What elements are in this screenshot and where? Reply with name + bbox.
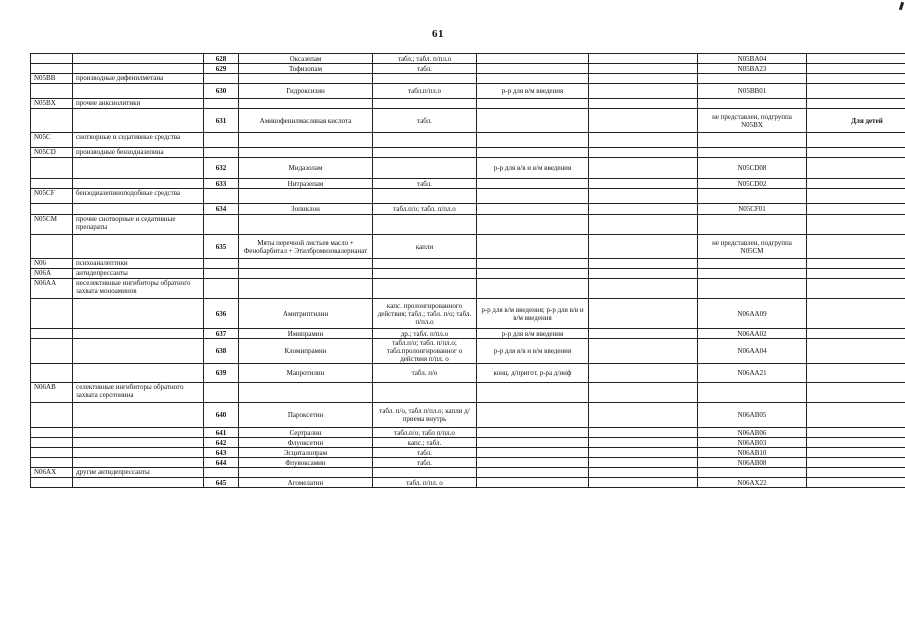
row-number — [204, 74, 239, 84]
row-note — [807, 329, 905, 339]
row-name: Нитразепам — [239, 179, 373, 189]
row-group: снотворные и седативные средства — [73, 133, 204, 148]
row-atc-code: не представлен, подгруппа N05CM — [698, 235, 807, 259]
row-code — [31, 458, 73, 468]
row-extra — [589, 468, 698, 478]
row-group — [73, 339, 204, 364]
row-form-injection — [477, 458, 589, 468]
row-atc-code: N05BA04 — [698, 54, 807, 64]
row-code: N05CF — [31, 189, 73, 204]
row-name: Агомелатин — [239, 478, 373, 488]
row-name: Оксазепам — [239, 54, 373, 64]
row-name: Аминофенилмасляная кислота — [239, 109, 373, 133]
row-form — [373, 468, 477, 478]
row-form-injection — [477, 383, 589, 403]
row-number: 635 — [204, 235, 239, 259]
row-atc-code — [698, 269, 807, 279]
row-note — [807, 158, 905, 179]
group-header-row — [31, 269, 905, 279]
row-group: антидепрессанты — [73, 269, 204, 279]
row-name — [239, 99, 373, 109]
row-code: N06 — [31, 259, 73, 269]
row-group: прочие анксиолитики — [73, 99, 204, 109]
row-name — [239, 259, 373, 269]
row-form: табл. — [373, 458, 477, 468]
row-code — [31, 329, 73, 339]
row-atc-code: N06AB03 — [698, 438, 807, 448]
row-group: психоаналептики — [73, 259, 204, 269]
row-number: 634 — [204, 204, 239, 215]
row-note — [807, 204, 905, 215]
row-form-injection — [477, 74, 589, 84]
row-extra — [589, 383, 698, 403]
row-note — [807, 403, 905, 428]
row-note — [807, 364, 905, 383]
row-number: 645 — [204, 478, 239, 488]
row-name — [239, 133, 373, 148]
row-number: 629 — [204, 64, 239, 74]
drug-table-body — [31, 54, 905, 488]
row-form — [373, 99, 477, 109]
row-atc-code — [698, 189, 807, 204]
row-form: табл. п/о — [373, 364, 477, 383]
row-atc-code: N06AB08 — [698, 458, 807, 468]
row-name — [239, 468, 373, 478]
row-code — [31, 478, 73, 488]
group-header-row — [31, 189, 905, 204]
row-form: табл. п/о, табл п/пл.о; капли д/приема внутрь — [373, 403, 477, 428]
row-atc-code: N05BB01 — [698, 84, 807, 99]
row-group — [73, 438, 204, 448]
row-extra — [589, 438, 698, 448]
row-group: другие антидепрессанты — [73, 468, 204, 478]
row-form-injection — [477, 279, 589, 299]
row-code: N06AB — [31, 383, 73, 403]
row-code — [31, 448, 73, 458]
row-form-injection — [477, 148, 589, 158]
row-name — [239, 148, 373, 158]
table-row — [31, 299, 905, 329]
row-atc-code: N06AA21 — [698, 364, 807, 383]
row-code — [31, 179, 73, 189]
row-atc-code — [698, 215, 807, 235]
row-atc-code: N06AB06 — [698, 428, 807, 438]
row-code — [31, 235, 73, 259]
row-extra — [589, 158, 698, 179]
row-atc-code — [698, 148, 807, 158]
row-form-injection — [477, 428, 589, 438]
row-form: табл.п/о; табл. п/пл.о; табл.пролонгированног о действия п/пл. о — [373, 339, 477, 364]
table-row — [31, 438, 905, 448]
row-atc-code: N05CF01 — [698, 204, 807, 215]
row-note — [807, 383, 905, 403]
row-name — [239, 279, 373, 299]
table-row — [31, 158, 905, 179]
row-name: Мидазолам — [239, 158, 373, 179]
row-name — [239, 215, 373, 235]
row-group — [73, 428, 204, 438]
row-number: 642 — [204, 438, 239, 448]
row-atc-code — [698, 468, 807, 478]
row-note — [807, 339, 905, 364]
group-header-row — [31, 468, 905, 478]
row-extra — [589, 279, 698, 299]
row-number — [204, 148, 239, 158]
group-header-row — [31, 383, 905, 403]
row-form-injection — [477, 215, 589, 235]
row-name — [239, 269, 373, 279]
row-group — [73, 84, 204, 99]
table-row — [31, 448, 905, 458]
row-form-injection: р-р для в/в и в/м введения — [477, 158, 589, 179]
row-extra — [589, 84, 698, 99]
row-code — [31, 84, 73, 99]
row-form: капли — [373, 235, 477, 259]
row-form-injection — [477, 133, 589, 148]
row-code — [31, 428, 73, 438]
row-extra — [589, 99, 698, 109]
row-form: др.; табл. п/пл.о — [373, 329, 477, 339]
row-extra — [589, 339, 698, 364]
group-header-row — [31, 133, 905, 148]
row-name — [239, 383, 373, 403]
row-form-injection — [477, 448, 589, 458]
row-extra — [589, 133, 698, 148]
group-header-row — [31, 74, 905, 84]
row-number — [204, 215, 239, 235]
row-note — [807, 279, 905, 299]
row-extra — [589, 189, 698, 204]
row-form — [373, 259, 477, 269]
row-code: N06AX — [31, 468, 73, 478]
row-extra — [589, 179, 698, 189]
table-row — [31, 428, 905, 438]
row-note — [807, 54, 905, 64]
row-extra — [589, 215, 698, 235]
row-note — [807, 468, 905, 478]
row-group — [73, 478, 204, 488]
row-form-injection: р-р для в/м введения — [477, 329, 589, 339]
table-row — [31, 235, 905, 259]
row-form: табл. — [373, 179, 477, 189]
row-group — [73, 299, 204, 329]
row-number: 641 — [204, 428, 239, 438]
row-form: табл.п/пл.о — [373, 84, 477, 99]
row-code: N05CM — [31, 215, 73, 235]
row-note — [807, 269, 905, 279]
drug-table — [30, 53, 905, 488]
row-form-injection — [477, 54, 589, 64]
row-form — [373, 133, 477, 148]
table-row — [31, 204, 905, 215]
row-atc-code — [698, 133, 807, 148]
table-row — [31, 403, 905, 428]
row-group — [73, 204, 204, 215]
row-extra — [589, 109, 698, 133]
row-note — [807, 64, 905, 74]
row-name: Пароксетин — [239, 403, 373, 428]
table-row — [31, 179, 905, 189]
row-note — [807, 189, 905, 204]
row-code — [31, 403, 73, 428]
row-note — [807, 458, 905, 468]
table-row — [31, 329, 905, 339]
row-atc-code: не представлен, подгруппа N05BX — [698, 109, 807, 133]
row-note — [807, 84, 905, 99]
row-form-injection — [477, 403, 589, 428]
row-number: 640 — [204, 403, 239, 428]
row-form-injection: р-р для в/в и в/м введения — [477, 339, 589, 364]
row-note — [807, 299, 905, 329]
row-form: капс. пролонгированного действия; табл.; табл. п/о; табл. п/пл.о — [373, 299, 477, 329]
row-group: неселективные ингибиторы обратного захвата моноаминов — [73, 279, 204, 299]
row-name: Гидроксизин — [239, 84, 373, 99]
row-code — [31, 299, 73, 329]
row-form — [373, 269, 477, 279]
row-number — [204, 269, 239, 279]
row-form: табл.п/о; табл п/пл.о — [373, 428, 477, 438]
row-extra — [589, 458, 698, 468]
table-row — [31, 54, 905, 64]
row-name: Кломипрамин — [239, 339, 373, 364]
row-note — [807, 133, 905, 148]
row-group — [73, 64, 204, 74]
row-atc-code — [698, 279, 807, 299]
row-name — [239, 189, 373, 204]
table-row — [31, 84, 905, 99]
row-form-injection — [477, 179, 589, 189]
row-extra — [589, 54, 698, 64]
row-note — [807, 215, 905, 235]
row-form-injection — [477, 64, 589, 74]
row-number: 631 — [204, 109, 239, 133]
group-header-row — [31, 279, 905, 299]
row-group — [73, 235, 204, 259]
row-note — [807, 478, 905, 488]
row-note — [807, 235, 905, 259]
row-name: Эсциталопрам — [239, 448, 373, 458]
row-form-injection — [477, 109, 589, 133]
row-code — [31, 158, 73, 179]
row-extra — [589, 364, 698, 383]
row-form — [373, 148, 477, 158]
table-row — [31, 364, 905, 383]
scan-mark — [899, 2, 904, 11]
table-row — [31, 478, 905, 488]
row-number: 644 — [204, 458, 239, 468]
row-form-injection — [477, 269, 589, 279]
row-note — [807, 99, 905, 109]
row-code: N05CD — [31, 148, 73, 158]
row-code: N06AA — [31, 279, 73, 299]
row-code — [31, 364, 73, 383]
group-header-row — [31, 259, 905, 269]
row-number — [204, 189, 239, 204]
row-number: 632 — [204, 158, 239, 179]
row-group — [73, 158, 204, 179]
row-number: 628 — [204, 54, 239, 64]
row-form — [373, 74, 477, 84]
row-code: N06A — [31, 269, 73, 279]
row-name: Тофизопам — [239, 64, 373, 74]
row-extra — [589, 329, 698, 339]
row-code — [31, 438, 73, 448]
row-code — [31, 339, 73, 364]
row-extra — [589, 299, 698, 329]
row-form-injection: р-р для в/м введения; р-р для в/в и в/м введения — [477, 299, 589, 329]
row-form-injection — [477, 438, 589, 448]
row-name: Мапротилин — [239, 364, 373, 383]
row-name: Мяты перечной листьев масло + Фенобарбитал + Этилбромизовалерианат — [239, 235, 373, 259]
row-group: бензодиазепиноподобные средства — [73, 189, 204, 204]
row-form-injection: конц. д/пригот. р-ра д/инф — [477, 364, 589, 383]
row-atc-code: N06AA09 — [698, 299, 807, 329]
row-note — [807, 428, 905, 438]
row-extra — [589, 235, 698, 259]
row-name: Флувоксамин — [239, 458, 373, 468]
row-code: N05BB — [31, 74, 73, 84]
row-number: 643 — [204, 448, 239, 458]
row-code: N05BX — [31, 99, 73, 109]
row-name: Имипрамин — [239, 329, 373, 339]
row-atc-code: N06AB10 — [698, 448, 807, 458]
row-extra — [589, 64, 698, 74]
row-form: табл. — [373, 109, 477, 133]
row-group — [73, 179, 204, 189]
row-note: Для детей — [807, 109, 905, 133]
row-form: табл.; табл. п/пл.о — [373, 54, 477, 64]
row-extra — [589, 403, 698, 428]
row-number — [204, 133, 239, 148]
row-group — [73, 329, 204, 339]
row-form: табл. — [373, 64, 477, 74]
row-group: производные бензодиазепина — [73, 148, 204, 158]
row-atc-code — [698, 74, 807, 84]
table-row — [31, 109, 905, 133]
row-code — [31, 54, 73, 64]
row-form — [373, 383, 477, 403]
row-extra — [589, 74, 698, 84]
row-form-injection — [477, 478, 589, 488]
row-atc-code: N06AB05 — [698, 403, 807, 428]
row-name: Сертралин — [239, 428, 373, 438]
row-atc-code: N05CD02 — [698, 179, 807, 189]
row-note — [807, 148, 905, 158]
row-group — [73, 448, 204, 458]
row-atc-code: N05CD08 — [698, 158, 807, 179]
group-header-row — [31, 215, 905, 235]
row-form-injection — [477, 259, 589, 269]
row-form-injection — [477, 468, 589, 478]
row-group — [73, 54, 204, 64]
row-form — [373, 189, 477, 204]
row-atc-code: N05BA23 — [698, 64, 807, 74]
row-form: табл.п/о; табл. п/пл.о — [373, 204, 477, 215]
row-atc-code — [698, 259, 807, 269]
page-number: 61 — [432, 28, 444, 40]
row-form: табл. — [373, 448, 477, 458]
row-extra — [589, 269, 698, 279]
row-code — [31, 109, 73, 133]
row-group: селективные ингибиторы обратного захвата серотонина — [73, 383, 204, 403]
row-number — [204, 468, 239, 478]
row-group — [73, 109, 204, 133]
row-extra — [589, 428, 698, 438]
row-extra — [589, 448, 698, 458]
row-note — [807, 74, 905, 84]
row-number: 637 — [204, 329, 239, 339]
row-atc-code: N06AX22 — [698, 478, 807, 488]
row-group: производные дифенилметана — [73, 74, 204, 84]
row-number: 633 — [204, 179, 239, 189]
row-number — [204, 383, 239, 403]
row-note — [807, 438, 905, 448]
row-form — [373, 279, 477, 299]
row-atc-code — [698, 383, 807, 403]
row-number: 636 — [204, 299, 239, 329]
row-form: табл. п/пл. о — [373, 478, 477, 488]
row-number — [204, 279, 239, 299]
row-extra — [589, 204, 698, 215]
row-code: N05C — [31, 133, 73, 148]
row-atc-code: N06AA04 — [698, 339, 807, 364]
row-form-injection — [477, 235, 589, 259]
row-form-injection — [477, 99, 589, 109]
row-group — [73, 403, 204, 428]
row-number: 630 — [204, 84, 239, 99]
row-note — [807, 179, 905, 189]
table-row — [31, 339, 905, 364]
row-group: прочие снотворные и седативные препараты — [73, 215, 204, 235]
row-number: 639 — [204, 364, 239, 383]
row-group — [73, 364, 204, 383]
row-form-injection — [477, 189, 589, 204]
row-code — [31, 64, 73, 74]
group-header-row — [31, 148, 905, 158]
row-extra — [589, 259, 698, 269]
row-number — [204, 259, 239, 269]
row-name: Флуоксетин — [239, 438, 373, 448]
row-form-injection — [477, 204, 589, 215]
row-form-injection: р-р для в/м введения — [477, 84, 589, 99]
row-group — [73, 458, 204, 468]
table-row — [31, 458, 905, 468]
row-form — [373, 158, 477, 179]
row-name: Зопиклон — [239, 204, 373, 215]
row-form — [373, 215, 477, 235]
row-name — [239, 74, 373, 84]
row-atc-code — [698, 99, 807, 109]
row-extra — [589, 148, 698, 158]
row-note — [807, 448, 905, 458]
row-form: капс.; табл. — [373, 438, 477, 448]
row-name: Амитриптилин — [239, 299, 373, 329]
group-header-row — [31, 99, 905, 109]
table-row — [31, 64, 905, 74]
row-extra — [589, 478, 698, 488]
row-number — [204, 99, 239, 109]
row-note — [807, 259, 905, 269]
row-code — [31, 204, 73, 215]
row-atc-code: N06AA02 — [698, 329, 807, 339]
row-number: 638 — [204, 339, 239, 364]
